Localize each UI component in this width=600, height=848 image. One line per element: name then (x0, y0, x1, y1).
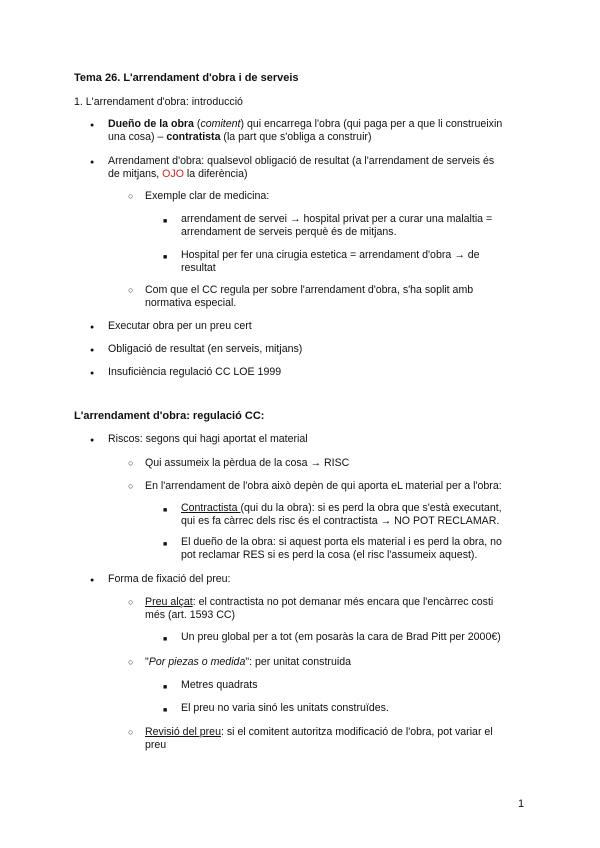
bullet-square (163, 250, 167, 264)
list-item-riscos: Riscos: segons qui hagi aportat el material (108, 433, 308, 445)
list-item-metres: Metres quadrats (181, 679, 258, 691)
section-2-heading: L'arrendament d'obra: regulació CC: (74, 410, 265, 422)
text-fragment: una cosa) – (108, 131, 167, 143)
text-fragment: ": per unitat construida (245, 656, 351, 668)
list-item-arrendament (108, 155, 528, 181)
bullet-circle (128, 284, 133, 297)
list-item-duenyo-obra (181, 536, 527, 562)
bullet-circle (128, 480, 133, 493)
list-item-contractista (181, 502, 527, 528)
term-preu-alcat: Preu alçat (145, 596, 193, 608)
bullet-circle (128, 457, 133, 470)
bullet-square (163, 503, 167, 517)
text-fragment: (la part que s'obliga a construir) (220, 131, 372, 143)
list-item-por-piezas (145, 656, 351, 669)
list-item-perdua: Qui assumeix la pèrdua de la cosa → RISC (145, 457, 350, 469)
list-item-servei (181, 213, 527, 239)
list-item-insuficiencia: Insuficiència regulació CC LOE 1999 (108, 366, 282, 378)
text-line: El dueño de la obra: si aquest porta els material i es perd la obra, no (181, 536, 502, 548)
text-line: Hospital per fer una cirugia estetica = arrendament d'obra → de (181, 249, 480, 261)
text-fragment: : si el comitent autoritza modificació de l'obra, pot variar el (220, 726, 493, 738)
list-item-unitats: El preu no varia sinó les unitats construïdes. (181, 702, 389, 714)
list-item-obligacio: Obligació de resultat (en serveis, mitjans) (108, 343, 303, 355)
text-line: resultat (181, 262, 216, 274)
bullet-square (163, 703, 167, 717)
list-item-depen: En l'arrendament de l'obra això depèn de qui aporta eL material per a l'obra: (145, 480, 502, 492)
term-contratista: contratista (166, 131, 221, 143)
text-fragment: de mitjans, (108, 168, 163, 180)
bullet-disc (90, 343, 94, 357)
text-line: més (art. 1593 CC) (145, 609, 236, 621)
text-line: normativa especial. (145, 297, 237, 309)
text-fragment: (qui du la obra): si es perd la obra que s'està executant, (240, 502, 502, 514)
list-item-preu-global: Un preu global per a tot (em posaràs la cara de Brad Pitt per 2000€) (181, 631, 501, 643)
text-line: preu (145, 739, 167, 751)
page-number: 1 (518, 798, 525, 810)
page-title: Tema 26. L'arrendament d'obra i de serveis (74, 72, 299, 84)
bullet-square (163, 632, 167, 646)
bullet-square (163, 680, 167, 694)
list-item-revisio (145, 726, 527, 752)
term-contractista: Contractista (181, 502, 241, 514)
text-fragment: ) qui encarrega l'obra (qui paga per a que li construeixin (240, 118, 503, 130)
ojo-highlight: OJO (162, 168, 184, 180)
bullet-circle (128, 190, 133, 203)
term-duenyo: Dueño de la obra (108, 118, 194, 130)
section-1-heading: 1. L'arrendament d'obra: introducció (74, 96, 243, 108)
term-por-piezas: Por piezas o medida (148, 656, 246, 668)
text-line: Arrendament d'obra: qualsevol obligació de resultat (a l'arrendament de serveis és (108, 155, 495, 167)
list-item-preu-alcat (145, 596, 527, 622)
text-fragment: ( (193, 118, 201, 130)
text-fragment: la diferència) (183, 168, 248, 180)
bullet-square (163, 537, 167, 551)
list-item-preu-cert: Executar obra per un preu cert (108, 320, 252, 332)
bullet-circle (128, 726, 133, 739)
list-item-forma-fixacio: Forma de fixació del preu: (108, 573, 231, 585)
bullet-disc (90, 320, 94, 334)
bullet-disc (90, 366, 94, 380)
bullet-disc (90, 118, 94, 132)
list-item-cc-regula (145, 284, 527, 310)
text-line: arrendament de serveis perquè és de mitjans. (181, 226, 397, 238)
bullet-disc (90, 155, 94, 169)
text-fragment: : el contractista no pot demanar més encara que l'encàrrec costi (192, 596, 494, 608)
quote-mark: " (145, 656, 149, 668)
text-line: Com que el CC regula per sobre l'arrendament d'obra, s'ha soplit amb (145, 284, 474, 296)
list-item-duenyo (108, 118, 528, 144)
list-item-exemple: Exemple clar de medicina: (145, 190, 270, 202)
text-line: arrendament de servei → hospital privat per a curar una malaltia = (181, 213, 493, 225)
text-line: qui es fa càrrec dels risc és el contractista → NO POT RECLAMAR. (181, 515, 500, 527)
bullet-circle (128, 656, 133, 669)
term-comitent: comitent (200, 118, 241, 130)
text-line: pot reclamar RES si es perd la cosa (el risc l'assumeix aquest). (181, 549, 478, 561)
bullet-disc (90, 433, 94, 447)
list-item-cirugia (181, 249, 527, 275)
bullet-circle (128, 596, 133, 609)
bullet-square (163, 214, 167, 228)
bullet-disc (90, 573, 94, 587)
term-revisio: Revisió del preu (145, 726, 221, 738)
